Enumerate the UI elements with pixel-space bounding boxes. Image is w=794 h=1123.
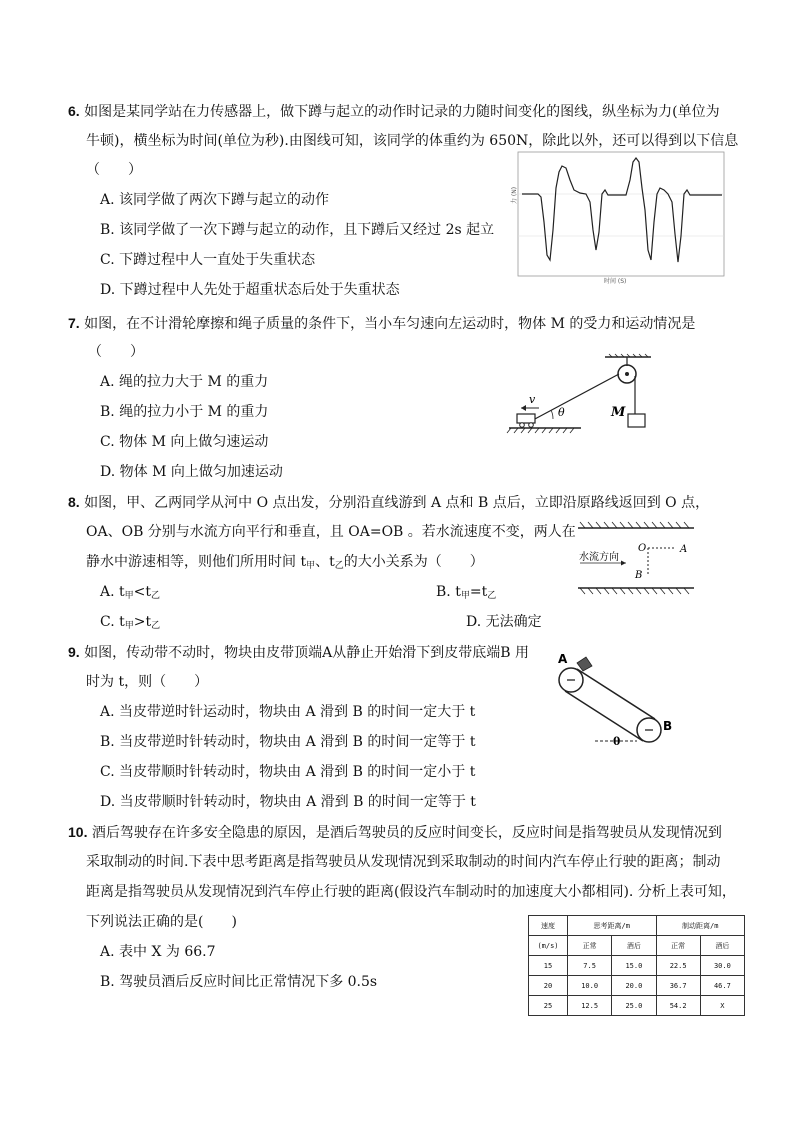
th-speed-unit: (m/s) (529, 936, 568, 956)
q7-option-d: D. 物体 M 向上做匀加速运动 (100, 464, 283, 480)
q9-option-c: C. 当皮带顺时针转动时，物块由 A 滑到 B 的时间一定小于 t (100, 764, 476, 780)
cart (517, 414, 535, 423)
force-curve (522, 158, 722, 262)
q10-line4: 下列说法正确的是( ) (86, 914, 237, 930)
label-a: A (558, 652, 568, 666)
force-time-graph (508, 150, 728, 286)
q10-number: 10. (68, 824, 88, 840)
th-normal: 正常 (656, 936, 700, 956)
th-normal: 正常 (568, 936, 612, 956)
belt-top (577, 669, 655, 719)
graph-xlabel: 时间 (S) (604, 278, 627, 285)
q7-option-a: A. 绳的拉力大于 M 的重力 (100, 374, 269, 390)
q10-line2: 采取制动的时间.下表中思考距离是指驾驶员从发现情况到采取制动的时间内汽车停止行驶的距离；制动 (86, 854, 721, 870)
q9-text1: 如图，传动带不动时，物块由皮带顶端A从静止开始滑下到皮带底端B 用 (84, 645, 529, 661)
q10-option-b: B. 驾驶员酒后反应时间比正常情况下多 0.5s (100, 974, 378, 990)
q9-line2: 时为 t，则（ ） (86, 674, 209, 690)
block-m (628, 414, 645, 427)
q6-option-b: B. 该同学做了一次下蹲与起立的动作，且下蹲后又经过 2s 起立 (100, 222, 495, 238)
label-theta: θ (613, 735, 621, 748)
q10-line1 (68, 822, 722, 843)
q7-option-b: B. 绳的拉力小于 M 的重力 (100, 404, 269, 420)
table-row: 20 10.0 20.0 36.7 46.7 (529, 976, 745, 996)
q6-text1: 如图是某同学站在力传感器上，做下蹲与起立的动作时记录的力随时间变化的图线，纵坐标为力(单位为 (84, 104, 720, 120)
q8-option-c: C. $t_甲>t_乙$ (100, 614, 161, 631)
th-speed: 速度 (529, 916, 568, 936)
q6-line2: 牛顿)，横坐标为时间(单位为秒).由图线可知，该同学的体重约为 650N，除此以外，还可以得到以下信息 (86, 133, 739, 149)
q6-line1 (68, 101, 720, 122)
th-brake-distance: 制动距离/m (656, 916, 745, 936)
label-theta: θ (558, 406, 565, 419)
label-v: v (529, 393, 536, 406)
label-a: A (680, 544, 688, 555)
q8-text1: 如图，甲、乙两同学从河中 O 点出发，分别沿直线游到 A 点和 B 点后，立即沿原路线返回到 O 点， (84, 495, 710, 511)
q10-line3: 距离是指驾驶员从发现情况到汽车停止行驶的距离(假设汽车制动时的加速度大小都相同). 分析上表可知， (86, 884, 736, 900)
q9-option-a: A. 当皮带逆时针运动时，物块由 A 滑到 B 的时间一定大于 t (100, 704, 476, 720)
belt-bottom (565, 691, 643, 741)
graph-ylabel: 力 (N) (511, 186, 518, 204)
q10-option-a: A. 表中 X 为 66.7 (100, 944, 216, 960)
table-row: 15 7.5 15.0 22.5 30.0 (529, 956, 745, 976)
q8-line3: 静水中游速相等，则他们所用时间 $t_甲$、$t_乙$的大小关系为（ ） (86, 554, 484, 571)
q7-number: 7. (68, 315, 80, 331)
q6-number: 6. (68, 103, 80, 119)
flow-arrow (621, 561, 626, 566)
q9-line1 (68, 642, 529, 663)
q10-text1: 酒后驾驶存在许多安全隐患的原因，是酒后驾驶员的反应时间变长，反应时间是指驾驶员从发现情况到 (91, 825, 722, 841)
q6-line3: （ ） (86, 162, 142, 178)
pulley-cart-figure (505, 352, 653, 438)
q8-line1 (68, 492, 709, 513)
label-flow-direction: 水流方向 (579, 552, 619, 563)
th-drunk: 酒后 (700, 936, 744, 956)
label-b: B (635, 570, 643, 581)
q7-text1: 如图，在不计滑轮摩擦和绳子质量的条件下，当小车匀速向左运动时，物体 M 的受力和运动情况是 (84, 316, 696, 332)
label-m: M (611, 405, 626, 420)
th-drunk: 酒后 (612, 936, 656, 956)
block (577, 657, 592, 671)
q6-option-d: D. 下蹲过程中人先处于超重状态后处于失重状态 (100, 282, 400, 298)
q9-number: 9. (68, 644, 80, 660)
q6-option-a: A. 该同学做了两次下蹲与起立的动作 (100, 192, 330, 208)
th-think-distance: 思考距离/m (568, 916, 657, 936)
conveyor-figure (555, 650, 685, 750)
label-o: O (638, 543, 647, 554)
q9-option-b: B. 当皮带逆时针转动时，物块由 A 滑到 B 的时间一定等于 t (100, 734, 476, 750)
river-figure (576, 518, 696, 598)
q8-option-a: A. $t_甲<t_乙$ (100, 584, 161, 601)
q7-line1 (68, 313, 695, 334)
q8-option-b: B. $t_甲=t_乙$ (436, 584, 497, 601)
rope-slant (533, 374, 619, 420)
q7-line2: （ ） (88, 344, 144, 360)
label-b: B (663, 719, 673, 733)
velocity-arrow (521, 405, 526, 411)
q8-number: 8. (68, 494, 80, 510)
q6-option-c: C. 下蹲过程中人一直处于失重状态 (100, 252, 316, 268)
q8-line2: OA、OB 分别与水流方向平行和垂直，且 OA=OB 。若水流速度不变，两人在 (86, 524, 576, 540)
q8-option-d: D. 无法确定 (466, 614, 542, 630)
q7-option-c: C. 物体 M 向上做匀速运动 (100, 434, 269, 450)
q9-option-d: D. 当皮带顺时针转动时，物块由 A 滑到 B 的时间一定等于 t (100, 794, 476, 810)
table-row: 25 12.5 25.0 54.2 X (529, 996, 745, 1016)
distance-table (528, 915, 745, 1016)
